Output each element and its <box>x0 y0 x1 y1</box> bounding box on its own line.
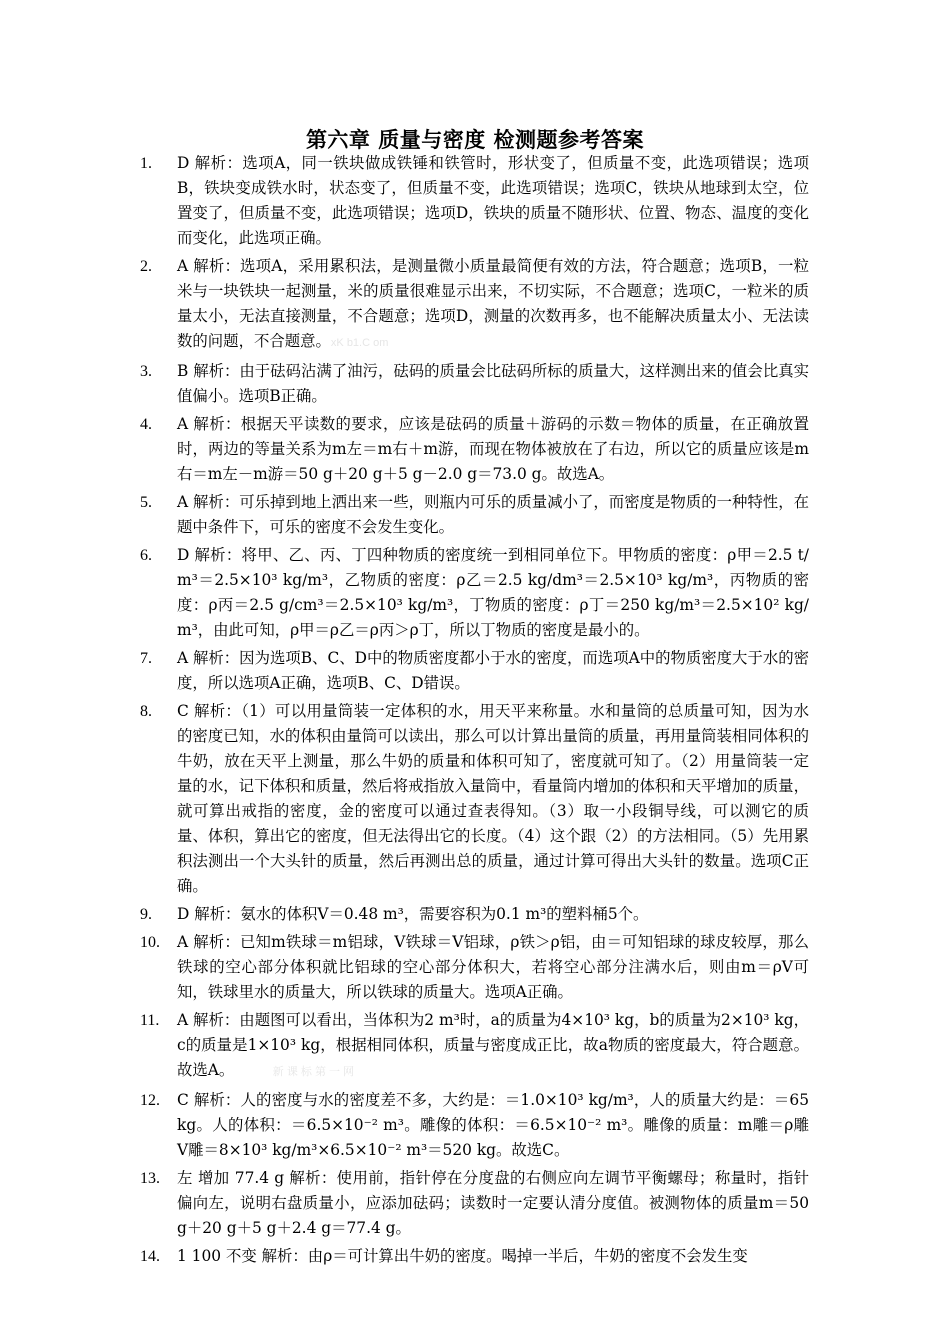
item-text <box>177 254 809 356</box>
item-number: 2. <box>140 258 152 275</box>
item-text: D 解析：氨水的体积V＝0.48 m³，需要容积为0.1 m³的塑料桶5个。 <box>177 905 649 923</box>
item-text-body: A 解析：选项A，采用累积法，是测量微小质量最简便有效的方法，符合题意；选项B，一粒米与一块铁块一起测量，米的质量很难显示出来，不切实际，不合题意；选项C，一粒米的质量太小，无法直接测量，不合题意；选项D，测量的次数再多，也不能解决质量太小、无法读数的问题，不合题意。 <box>177 257 809 350</box>
item-number: 4. <box>140 416 152 433</box>
item-number: 12. <box>140 1092 160 1109</box>
item-text-body: A 解析：由题图可以看出，当体积为2 m³时，a的质量为4×10³ kg，b的质量为2×10³ kg，c的质量是1×10³ kg，根据相同体积，质量与密度成正比，故a物质的密度最大，符合题意。故选A。 <box>177 1011 809 1079</box>
item-text: D 解析：将甲、乙、丙、丁四种物质的密度统一到相同单位下。甲物质的密度：ρ甲＝2.5 t/m³＝2.5×10³ kg/m³，乙物质的密度：ρ乙＝2.5 kg/dm³＝2.5×10³ kg/m³，丙物质的密度：ρ丙＝2.5 g/cm³＝2.5×10³ kg/m³，丁物质的密度：ρ丁＝250 kg/m³＝2.5×10² kg/m³，由此可知，ρ甲＝ρ乙＝ρ丙＞ρ丁，所以丁物质的密度是最小的。 <box>177 546 809 639</box>
item-text: 左 增加 77.4 g 解析：使用前，指针停在分度盘的右侧应向左调节平衡螺母；称量时，指针偏向左，说明右盘质量小，应添加砝码；读数时一定要认清分度值。被测物体的质量m＝50 g＋20 g＋5 g＋2.4 g＝77.4 g。 <box>177 1169 809 1237</box>
answer-item-6 <box>0 543 950 643</box>
item-text: C 解析：（1）可以用量筒装一定体积的水，用天平来称量。水和量筒的总质量可知，因为水的密度已知，水的体积由量筒可以读出，那么可以计算出量筒的质量，再用量筒装相同体积的牛奶，放在天平上测量，那么牛奶的质量和体积可知了，密度就可知了。（2）用量筒装一定量的水，记下体积和质量，然后将戒指放入量筒中，看量筒内增加的体积和天平增加的质量，就可算出戒指的密度，金的密度可以通过查表得知。（3）取一小段铜导线，可以测它的质量、体积，算出它的密度，但无法得出它的长度。（4）这个跟（2）的方法相同。（5）先用累积法测出一个大头针的质量，然后再测出总的质量，通过计算可得出大头针的数量。选项C正确。 <box>177 702 809 895</box>
item-number: 1. <box>140 155 152 172</box>
item-text: A 解析：因为选项B、C、D中的物质密度都小于水的密度，而选项A中的物质密度大于水的密度，所以选项A正确，选项B、C、D错误。 <box>177 649 810 692</box>
item-number: 14. <box>140 1248 160 1265</box>
answer-item-14 <box>0 1244 950 1269</box>
item-number: 6. <box>140 547 152 564</box>
answer-item-12 <box>0 1088 950 1163</box>
answer-item-7 <box>0 646 950 696</box>
answer-item-10 <box>0 930 950 1005</box>
item-number: 3. <box>140 363 152 380</box>
item-number: 8. <box>140 703 152 720</box>
watermark-text: xK b1.C om <box>330 337 389 349</box>
item-text: A 解析：已知m铁球＝m铝球，V铁球＝V铝球，ρ铁＞ρ铝，由＝可知铝球的球皮较厚，那么铁球的空心部分体积就比铝球的空心部分体积大，若将空心部分注满水后，则由m＝ρV可知，铁球里水的质量大，所以铁球的质量大。选项A正确。 <box>177 933 809 1001</box>
answer-item-5 <box>0 490 950 540</box>
answer-item-2 <box>0 254 950 356</box>
item-text <box>177 1008 809 1085</box>
item-number: 9. <box>140 906 152 923</box>
answer-item-9 <box>0 902 950 927</box>
item-number: 11. <box>140 1012 160 1029</box>
answer-item-4 <box>0 412 950 487</box>
answer-item-1 <box>0 151 950 251</box>
item-text: A 解析：根据天平读数的要求，应该是砝码的质量＋游码的示数＝物体的质量，在正确放置时，两边的等量关系为m左＝m右＋m游，而现在物体被放在了右边，所以它的质量应该是m右＝m左－m游＝50 g＋20 g＋5 g－2.0 g＝73.0 g。故选A。 <box>177 415 809 483</box>
answer-list <box>0 151 950 1272</box>
item-text: D 解析：选项A，同一铁块做成铁锤和铁管时，形状变了，但质量不变，此选项错误；选项B，铁块变成铁水时，状态变了，但质量不变，此选项错误；选项C，铁块从地球到太空，位置变了，但质量不变，此选项错误；选项D，铁块的质量不随形状、位置、物态、温度的变化而变化，此选项正确。 <box>177 154 809 247</box>
item-text: 1 100 不变 解析：由ρ＝可计算出牛奶的密度。喝掉一半后，牛奶的密度不会发生变 <box>177 1247 748 1265</box>
answer-item-13 <box>0 1166 950 1241</box>
item-text: B 解析：由于砝码沾满了油污，砝码的质量会比砝码所标的质量大，这样测出来的值会比真实值偏小。选项B正确。 <box>177 362 809 405</box>
item-text: C 解析：人的密度与水的密度差不多，大约是：＝1.0×10³ kg/m³，人的质量大约是：＝65 kg。人的体积：＝6.5×10⁻² m³。雕像的体积：＝6.5×10⁻² m³。雕像的质量：m雕＝ρ雕V雕＝8×10³ kg/m³×6.5×10⁻² m³＝520 kg。故选C。 <box>177 1091 809 1159</box>
answer-item-11 <box>0 1008 950 1085</box>
item-number: 13. <box>140 1170 160 1187</box>
item-number: 7. <box>140 650 152 667</box>
watermark-text: 新 课 标 第 一 网 <box>272 1066 355 1078</box>
item-number: 5. <box>140 494 152 511</box>
item-number: 10. <box>140 934 160 951</box>
page-title: 第六章 质量与密度 检测题参考答案 <box>305 128 645 152</box>
answer-item-3 <box>0 359 950 409</box>
item-text: A 解析：可乐掉到地上洒出来一些，则瓶内可乐的质量减小了，而密度是物质的一种特性，在题中条件下，可乐的密度不会发生变化。 <box>177 493 809 536</box>
answer-item-8 <box>0 699 950 899</box>
